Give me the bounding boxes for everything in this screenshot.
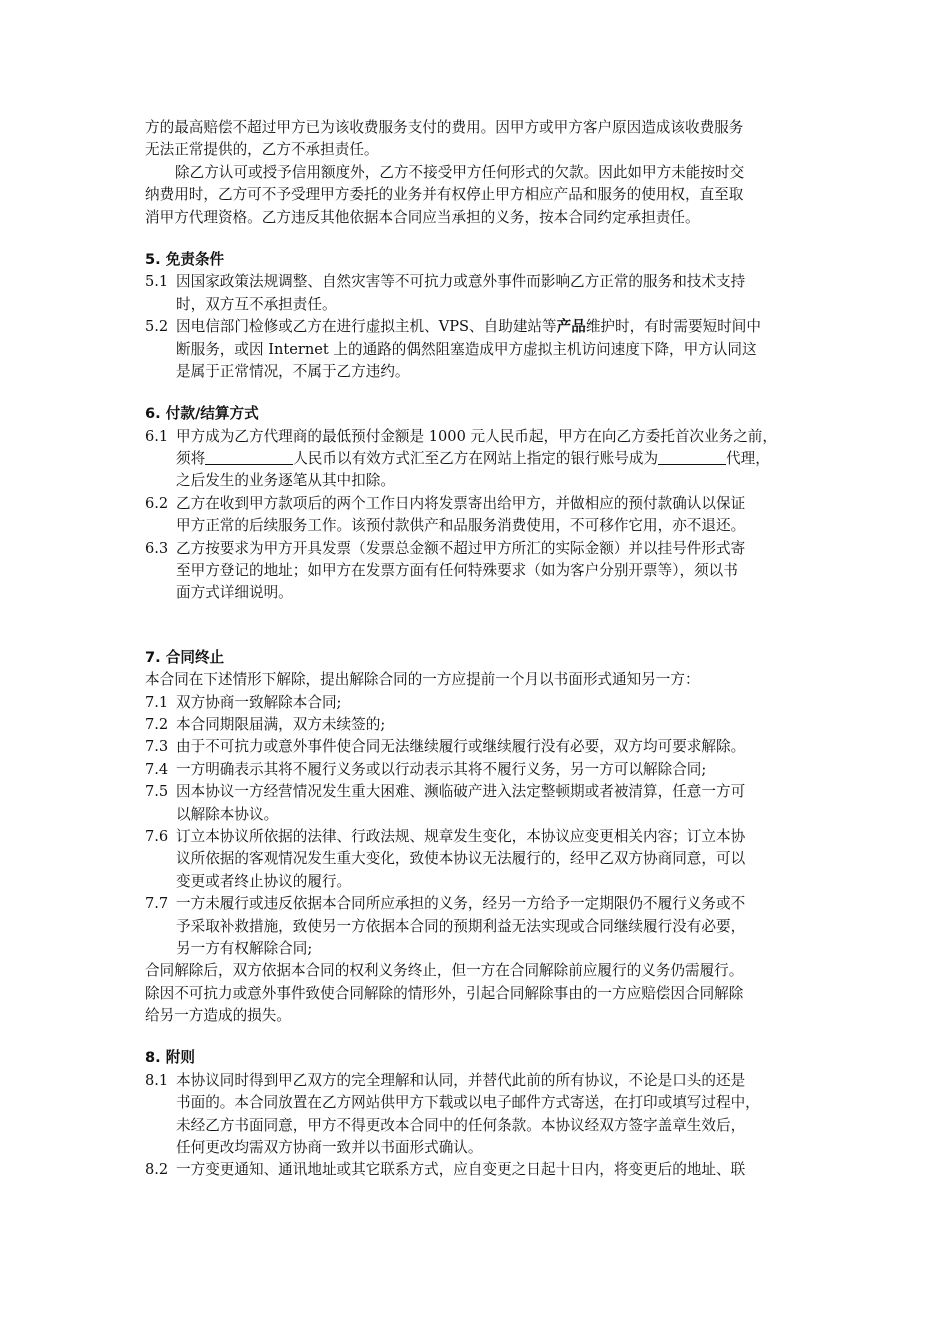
clause-number: 6.1 [145,427,169,445]
text-line: 消甲方代理资格。乙方违反其他依据本合同应当承担的义务，按本合同约定承担责任。 [145,208,700,226]
clause-text: 人民币以有效方式汇至乙方在网站上指定的银行账号成为 [293,450,659,468]
clause-line [145,781,845,803]
clause-line [145,736,845,758]
clause-text: 因电信部门检修或乙方在进行虚拟主机、VPS、自助建站等 [176,318,557,336]
clause-line [145,1159,845,1181]
text-line: 合同解除后，双方依据本合同的权利义务终止，但一方在合同解除前应履行的义务仍需履行。 [145,962,744,980]
text-line: 除乙方认可或授予信用额度外，乙方不接受甲方任何形式的欠款。因此如甲方未能按时交 [175,163,745,181]
clause-text: 本合同期限届满，双方未续签的; [176,715,386,733]
clause-line [145,426,845,448]
clause-text: 一方未履行或违反依据本合同所应承担的义务，经另一方给予一定期限仍不履行义务或不 [176,895,746,913]
clause-text: 乙方按要求为甲方开具发票（发票总金额不超过甲方所汇的实际金额）并以挂号件形式寄 [176,539,746,557]
clause-number: 5.2 [145,318,169,336]
section-5 [145,249,845,383]
clause-text: 代理， [726,450,770,468]
clause-number: 7.2 [145,715,169,733]
section-8 [145,1047,845,1181]
section-heading: 7. 合同终止 [145,648,225,666]
clause-number: 8.2 [145,1161,169,1179]
clause-text: 本协议同时得到甲乙双方的完全理解和认同，并替代此前的所有协议，不论是口头的还是 [176,1071,746,1089]
clause-line: 变更或者终止协议的履行。 [176,872,352,890]
clause-line: 至甲方登记的地址；如甲方在发票方面有任何特殊要求（如为客户分别开票等），须以书 [176,562,738,580]
section-heading: 5. 免责条件 [145,250,225,268]
text-line: 纳费用时，乙方可不予受理甲方委托的业务并有权停止甲方相应产品和服务的使用权，直至取 [145,186,744,204]
clause-text: 因国家政策法规调整、自然灾害等不可抗力或意外事件而影响乙方正常的服务和技术支持 [176,273,746,291]
clause-line: 是属于正常情况，不属于乙方违约。 [176,362,410,380]
clause-line [145,271,845,293]
clause-line [145,538,845,560]
clause-text: 甲方成为乙方代理商的最低预付金额是 1000 元人民币起，甲方在向乙方委托首次业务之前， [176,427,777,445]
section-heading: 6. 付款/结算方式 [145,405,259,423]
section-heading: 8. 附则 [145,1049,195,1067]
clause-number: 7.6 [145,827,169,845]
section-6 [145,403,845,605]
clause-line: 时，双方互不承担责任。 [176,295,337,313]
clause-line: 予采取补救措施，致使另一方依据本合同的预期利益无法实现或合同继续履行没有必要， [176,917,746,935]
fill-in-blank[interactable] [658,450,726,465]
clause-text: 因本协议一方经营情况发生重大困难、濒临破产进入法定整顿期或者被清算，任意一方可 [176,783,746,801]
clause-line: 另一方有权解除合同; [176,939,313,957]
section-7 [145,647,845,1028]
clause-number: 7.4 [145,760,169,778]
clause-number: 6.2 [145,494,169,512]
clause-line: 书面的。本合同放置在乙方网站供甲方下载或以电子邮件方式寄送，在打印或填写过程中， [176,1094,760,1112]
clause-line: 以解除本协议。 [176,805,279,823]
clause-line: 未经乙方书面同意，甲方不得更改本合同中的任何条款。本协议经双方签字盖章生效后， [176,1116,746,1134]
fill-in-blank[interactable] [205,450,293,465]
clause-text: 双方协商一致解除本合同; [176,693,342,711]
clause-number: 5.1 [145,273,169,291]
clause-line [145,692,845,714]
clause-text: 一方变更通知、通讯地址或其它联系方式，应自变更之日起十日内，将变更后的地址、联 [176,1161,746,1179]
clause-line: 甲方正常的后续服务工作。该预付款供产和品服务消费使用，不可移作它用，亦不退还。 [176,517,746,535]
clause-line: 任何更改均需双方协商一致并以书面形式确认。 [176,1139,483,1157]
intro-paragraphs [145,117,845,229]
clause-line [145,448,845,470]
text-line: 无法正常提供的，乙方不承担责任。 [145,141,379,159]
clause-line [145,714,845,736]
clause-number: 7.5 [145,783,169,801]
clause-line: 之后发生的业务逐笔从其中扣除。 [176,472,395,490]
text-line: 给另一方造成的损失。 [145,1007,291,1025]
clause-text: 须将 [176,450,206,468]
clause-line [145,493,845,515]
clause-text: 订立本协议所依据的法律、行政法规、规章发生变化，本协议应变更相关内容；订立本协 [176,827,746,845]
clause-line [145,893,845,915]
clause-text: 一方明确表示其将不履行义务或以行动表示其将不履行义务，另一方可以解除合同; [176,760,707,778]
text-line: 方的最高赔偿不超过甲方已为该收费服务支付的费用。因甲方或甲方客户原因造成该收费服务 [145,119,744,136]
clause-number: 7.7 [145,895,169,913]
clause-line [145,316,845,338]
clause-line: 议所依据的客观情况发生重大变化，致使本协议无法履行的，经甲乙双方协商同意，可以 [176,850,746,868]
contract-page [145,117,845,1182]
clause-text: 由于不可抗力或意外事件使合同无法继续履行或继续履行没有必要，双方均可要求解除。 [176,738,746,756]
clause-number: 7.1 [145,693,169,711]
text-line: 本合同在下述情形下解除，提出解除合同的一方应提前一个月以书面形式通知另一方： [145,671,700,689]
text-line: 除因不可抗力或意外事件致使合同解除的情形外，引起合同解除事由的一方应赔偿因合同解除 [145,984,744,1002]
clause-line: 面方式详细说明。 [176,584,293,602]
clause-number: 7.3 [145,738,169,756]
clause-line: 断服务，或因 Internet 上的通路的偶然阻塞造成甲方虚拟主机访问速度下降，甲方认同这 [176,340,757,358]
clause-number: 8.1 [145,1071,169,1089]
clause-line [145,826,845,848]
clause-line [145,759,845,781]
clause-line [145,1070,845,1092]
clause-number: 6.3 [145,539,169,557]
clause-text-bold: 产品 [556,318,586,336]
clause-text: 维护时，有时需要短时间中 [585,318,761,336]
clause-text: 乙方在收到甲方款项后的两个工作日内将发票寄出给甲方，并做相应的预付款确认以保证 [176,494,746,512]
